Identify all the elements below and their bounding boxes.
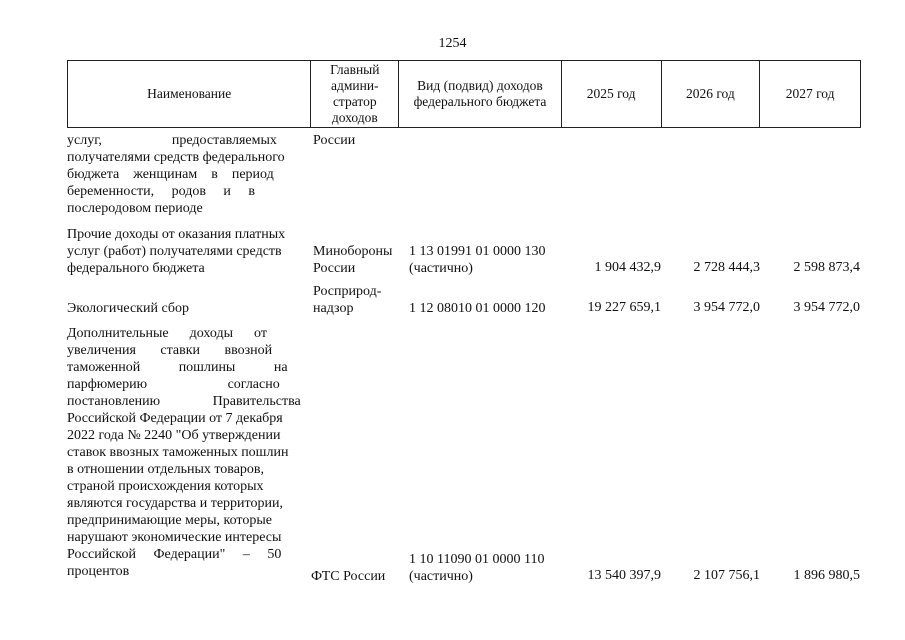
value-2026: 2 107 756,1 — [693, 568, 760, 583]
header-2025: 2025 год — [562, 61, 662, 127]
table-row — [67, 226, 312, 277]
value-2025: 1 904 432,9 — [594, 260, 661, 275]
row-kind-line: (частично) — [409, 569, 473, 584]
row-name-line: ставок ввозных таможенных пошлин — [67, 445, 289, 460]
row-admin — [313, 243, 392, 277]
row-name-line: Экологический сбор — [67, 301, 189, 316]
row-kind — [409, 243, 546, 277]
row-name-line: услуг (работ) получателями средств — [67, 244, 282, 259]
row-name-line: Российской Федерации от 7 декабря — [67, 411, 283, 426]
row-admin-line: надзор — [313, 301, 354, 316]
row-kind-line: 1 13 01991 01 0000 130 — [409, 244, 546, 259]
header-2026: 2026 год — [662, 61, 761, 127]
value-2026: 2 728 444,3 — [693, 260, 760, 275]
row-name-line: Дополнительные доходы от — [67, 326, 267, 341]
row-admin: ФТС России — [311, 569, 386, 584]
table-row — [67, 325, 307, 580]
row-kind — [409, 551, 544, 585]
row-name-line: увеличения ставки ввозной — [67, 343, 273, 358]
row-name-line: таможенной пошлины на — [67, 360, 288, 375]
header-admin: Главный админи- стратор доходов — [311, 61, 399, 127]
row-kind-line: (частично) — [409, 261, 473, 276]
row-name-line: получателями средств федерального — [67, 150, 285, 165]
row-admin: России — [313, 133, 356, 148]
value-2027: 2 598 873,4 — [793, 260, 860, 275]
value-2025: 19 227 659,1 — [587, 300, 661, 315]
row-name-line: федерального бюджета — [67, 261, 205, 276]
row-kind-line: 1 10 11090 01 0000 110 — [409, 552, 545, 567]
value-2027: 3 954 772,0 — [793, 300, 860, 315]
row-name-line: являются государства и территории, — [67, 496, 283, 511]
row-name-line: услуг, предоставляемых — [67, 133, 277, 148]
row-name-line: беременности, родов и в — [67, 184, 256, 199]
header-2027: 2027 год — [785, 86, 835, 101]
row-name-line: 2022 года № 2240 "Об утверждении — [67, 428, 281, 443]
row-name-line: Российской Федерации" – 50 — [67, 547, 282, 562]
row-admin-line: Минобороны — [313, 244, 393, 259]
value-2025: 13 540 397,9 — [587, 568, 661, 583]
row-name-line: процентов — [67, 564, 130, 579]
header-name: Наименование — [68, 61, 311, 127]
row-admin — [313, 283, 381, 317]
value-2026: 3 954 772,0 — [693, 300, 760, 315]
row-name-line: послеродовом периоде — [67, 201, 203, 216]
row-name-line: бюджета женщинам в период — [67, 167, 274, 182]
row-name-line: страной происхождения которых — [67, 479, 264, 494]
row-admin-line: Росприрод- — [313, 284, 382, 299]
row-admin-line: России — [313, 261, 356, 276]
row-name-line: предпринимающие меры, которые — [67, 513, 272, 528]
value-2027: 1 896 980,5 — [793, 568, 860, 583]
table-header — [67, 60, 861, 128]
row-name-line: постановлению Правительства — [67, 394, 301, 409]
row-kind: 1 12 08010 01 0000 120 — [409, 301, 546, 316]
row-name-line: в отношении отдельных товаров, — [67, 462, 265, 477]
table-row — [67, 132, 307, 217]
page-number: 1254 — [438, 36, 467, 51]
row-name-line: нарушают экономические интересы — [67, 530, 282, 545]
row-name-line: парфюмерию согласно — [67, 377, 280, 392]
row-name-line: Прочие доходы от оказания платных — [67, 227, 286, 242]
header-kind: Вид (подвид) доходов федерального бюджета — [399, 61, 562, 127]
